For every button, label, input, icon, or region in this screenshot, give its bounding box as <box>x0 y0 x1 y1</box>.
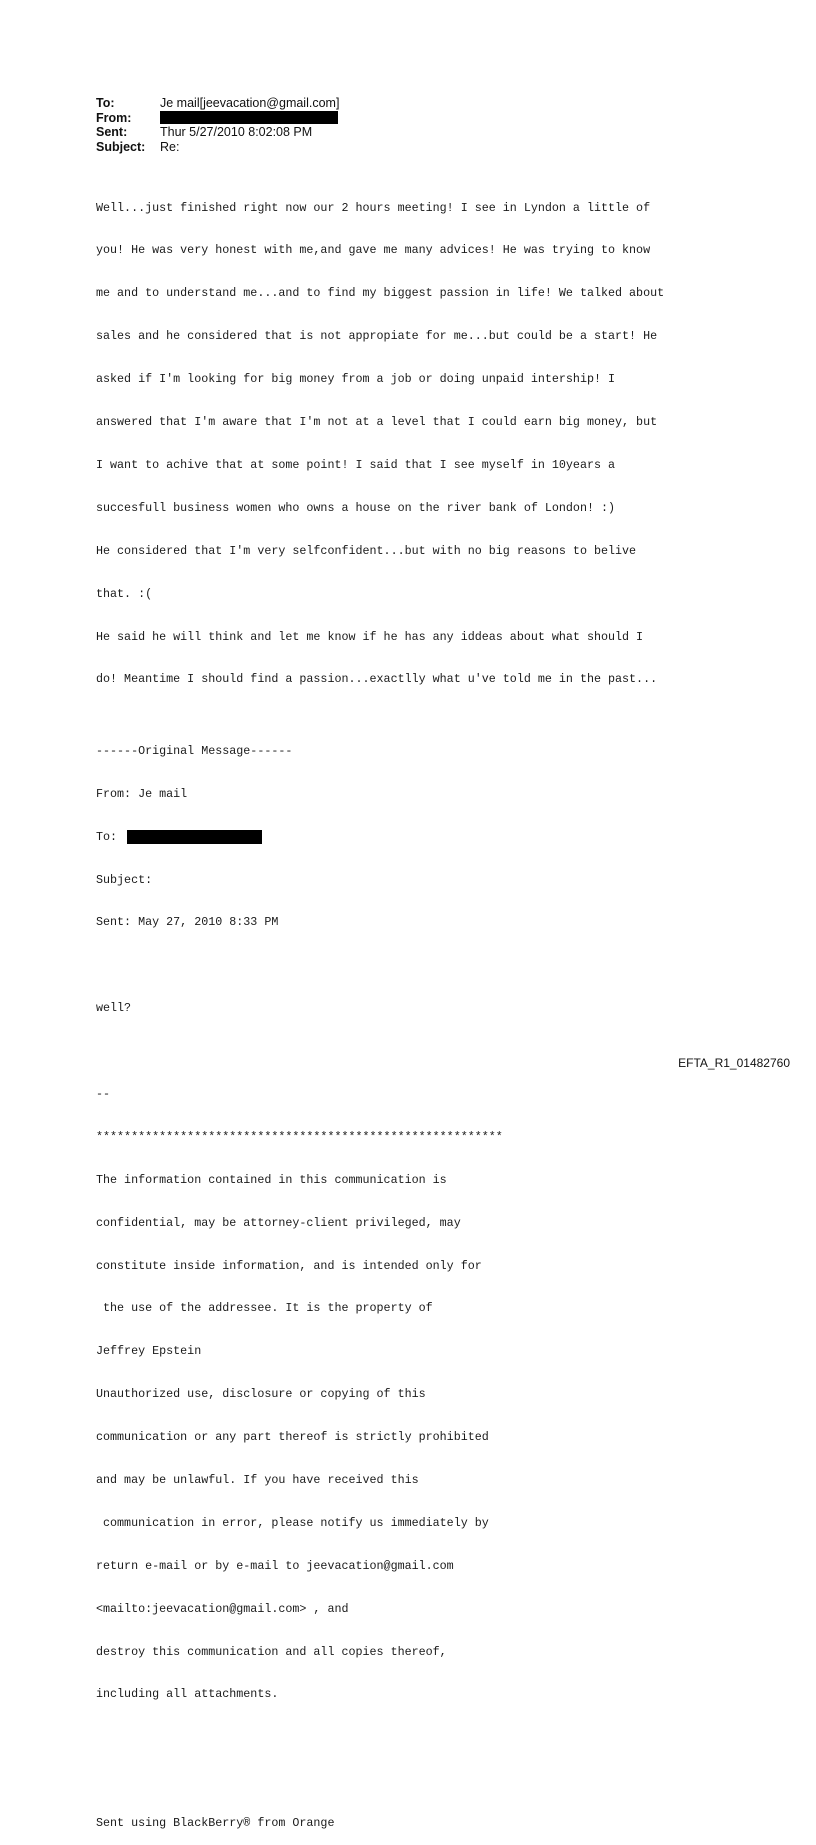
disclaimer-line: and may be unlawful. If you have received this <box>96 1473 419 1488</box>
original-message: well? <box>96 1001 132 1016</box>
reply-body <box>96 172 664 1845</box>
redaction-bar <box>127 830 262 844</box>
subject-value: Re: <box>160 139 180 154</box>
disclaimer-line: Unauthorized use, disclosure or copying of this <box>96 1387 426 1402</box>
subject-label: Subject: <box>96 139 146 154</box>
original-from: From: Je mail <box>96 786 188 801</box>
body-line: He said he will think and let me know if he has any iddeas about what should I <box>96 629 644 644</box>
body-line: you! He was very honest with me,and gave me many advices! He was trying to know <box>96 243 651 258</box>
body-line: answered that I'm aware that I'm not at a level that I could earn big money, but <box>96 415 658 430</box>
body-line: do! Meantime I should find a passion...exactlly what u've told me in the past... <box>96 672 658 687</box>
disclaimer-line: constitute inside information, and is intended only for <box>96 1258 482 1273</box>
document-id: EFTA_R1_01482760 <box>678 1056 790 1070</box>
subject-row <box>96 140 339 155</box>
original-to-row <box>96 830 664 844</box>
body-line: I want to achive that at some point! I said that I see myself in 10years a <box>96 457 616 472</box>
disclaimer-line: confidential, may be attorney-client privileged, may <box>96 1215 461 1230</box>
from-label: From: <box>96 110 132 125</box>
disclaimer-line: communication or any part thereof is strictly prohibited <box>96 1430 489 1445</box>
original-subject: Subject: <box>96 872 153 887</box>
asterisk-divider: ********************************************************** <box>96 1129 503 1144</box>
disclaimer-line: destroy this communication and all copies thereof, <box>96 1644 447 1659</box>
signature-dashes: -- <box>96 1087 111 1101</box>
disclaimer-line: The information contained in this communication is <box>96 1172 447 1187</box>
to-row <box>96 96 339 111</box>
sent-row <box>96 125 339 140</box>
to-label: To: <box>96 96 115 110</box>
from-row <box>96 111 339 126</box>
sent-label: Sent: <box>96 125 128 139</box>
email-header <box>96 96 339 154</box>
disclaimer-line: communication in error, please notify us immediately by <box>96 1515 489 1530</box>
sent-value: Thur 5/27/2010 8:02:08 PM <box>160 125 313 139</box>
body-line: He considered that I'm very selfconfident...but with no big reasons to belive <box>96 543 637 558</box>
body-line: asked if I'm looking for big money from a job or doing unpaid intership! I <box>96 372 616 387</box>
blackberry-signature: Sent using BlackBerry® from Orange <box>96 1816 335 1831</box>
original-to-label: To: <box>96 829 118 844</box>
original-sent: Sent: May 27, 2010 8:33 PM <box>96 915 279 930</box>
to-value: Je mail[jeevacation@gmail.com] <box>160 96 340 110</box>
body-line: that. :( <box>96 586 153 601</box>
disclaimer-line: Jeffrey Epstein <box>96 1344 202 1359</box>
disclaimer-line: <mailto:jeevacation@gmail.com> , and <box>96 1601 349 1616</box>
body-line: succesfull business women who owns a house on the river bank of London! :) <box>96 500 616 515</box>
redaction-bar <box>160 111 338 124</box>
body-line: sales and he considered that is not appropiate for me...but could be a start! He <box>96 329 658 344</box>
disclaimer-line: including all attachments. <box>96 1687 279 1702</box>
body-line: Well...just finished right now our 2 hours meeting! I see in Lyndon a little of <box>96 200 651 215</box>
body-line: me and to understand me...and to find my biggest passion in life! We talked about <box>96 286 665 301</box>
disclaimer-line: the use of the addressee. It is the property of <box>96 1301 433 1316</box>
disclaimer-line: return e-mail or by e-mail to jeevacation@gmail.com <box>96 1558 454 1573</box>
original-separator: ------Original Message------ <box>96 743 293 758</box>
